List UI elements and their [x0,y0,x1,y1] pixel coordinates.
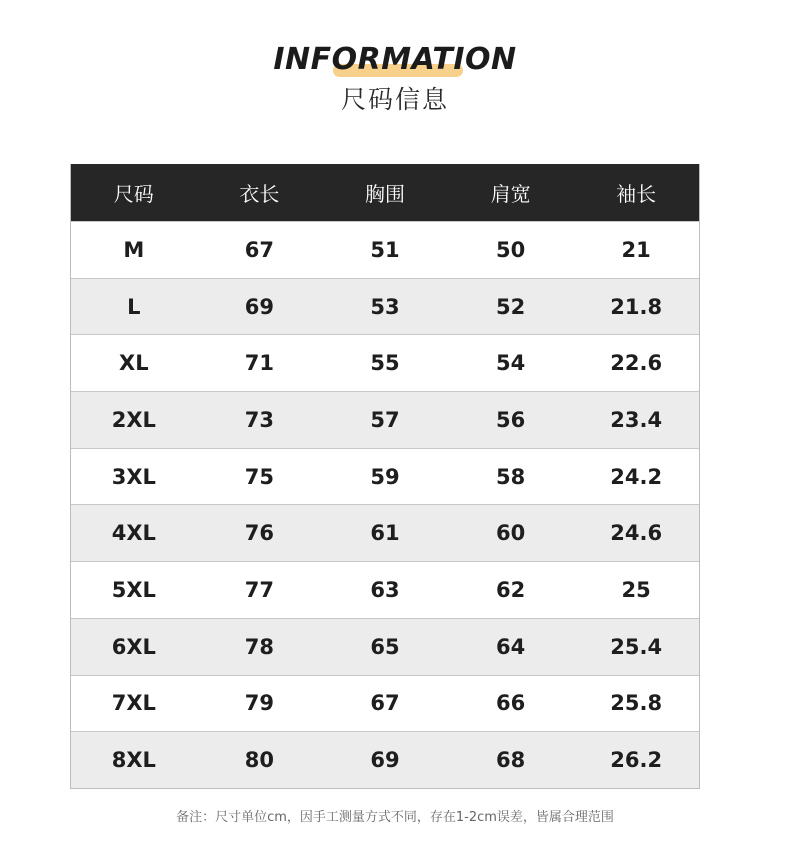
table-cell: 25 [621,577,651,602]
title-block [0,40,790,116]
table-cell: 6XL [111,634,156,659]
table-cell: 7XL [111,691,156,716]
header-cell-length: 衣长 [239,182,280,206]
table-cell: 8XL [111,748,156,773]
table-cell: 66 [495,691,526,716]
table-cell: 67 [244,237,274,262]
table-cell: 62 [495,577,526,602]
table-cell: 56 [495,407,526,432]
table-cell: 2XL [111,407,156,432]
table-cell: M [123,237,145,262]
table-cell: 58 [495,464,526,489]
header-cell-sleeve: 袖长 [616,182,657,206]
table-row [71,448,699,505]
table-cell: XL [119,351,149,376]
header-cell-size: 尺码 [113,182,154,206]
table-cell: 59 [370,464,400,489]
table-cell: 76 [244,521,274,546]
table-cell: 64 [495,634,526,659]
table-cell: 53 [370,294,400,319]
table-cell: 69 [370,748,400,773]
table-cell: 25.4 [610,634,663,659]
size-table [70,164,700,789]
table-cell: 50 [495,237,526,262]
table-cell: 69 [244,294,274,319]
table-cell: 25.8 [610,691,663,716]
table-cell: 65 [370,634,400,659]
table-cell: 71 [244,351,274,376]
table-cell: 61 [370,521,400,546]
table-cell: 60 [495,521,526,546]
table-cell: 78 [244,634,274,659]
table-row [71,278,699,335]
table-row [71,391,699,448]
table-cell: 21.8 [610,294,663,319]
table-row [71,334,699,391]
title-chinese: 尺码信息 [340,85,449,114]
table-row [71,504,699,561]
title-english-text: INFORMATION [273,42,517,77]
table-cell: 63 [370,577,400,602]
measurement-note: 备注：尺寸单位cm，因手工测量方式不同，存在1-2cm误差，皆属合理范围 [176,810,614,825]
table-row [71,618,699,675]
table-cell: 23.4 [610,407,663,432]
table-cell: 79 [244,691,274,716]
table-cell: 52 [495,294,526,319]
table-cell: L [127,294,141,319]
table-cell: 3XL [111,464,156,489]
table-cell: 55 [370,351,400,376]
table-header-row [71,164,699,221]
table-cell: 67 [370,691,400,716]
table-cell: 77 [244,577,274,602]
header-cell-shoulder: 肩宽 [490,182,531,206]
table-cell: 4XL [111,521,156,546]
table-cell: 80 [244,748,274,773]
table-cell: 5XL [111,577,156,602]
table-row [71,221,699,278]
table-cell: 75 [244,464,274,489]
title-english [273,40,516,80]
table-row [71,675,699,732]
table-cell: 26.2 [610,748,663,773]
table-row [71,731,699,788]
table-cell: 57 [370,407,400,432]
table-cell: 24.2 [610,464,663,489]
table-cell: 51 [370,237,400,262]
table-row [71,561,699,618]
table-cell: 54 [495,351,526,376]
table-cell: 73 [244,407,274,432]
header-cell-chest: 胸围 [364,182,405,206]
table-cell: 68 [495,748,526,773]
table-cell: 22.6 [610,351,663,376]
table-cell: 24.6 [610,521,663,546]
table-cell: 21 [621,237,651,262]
